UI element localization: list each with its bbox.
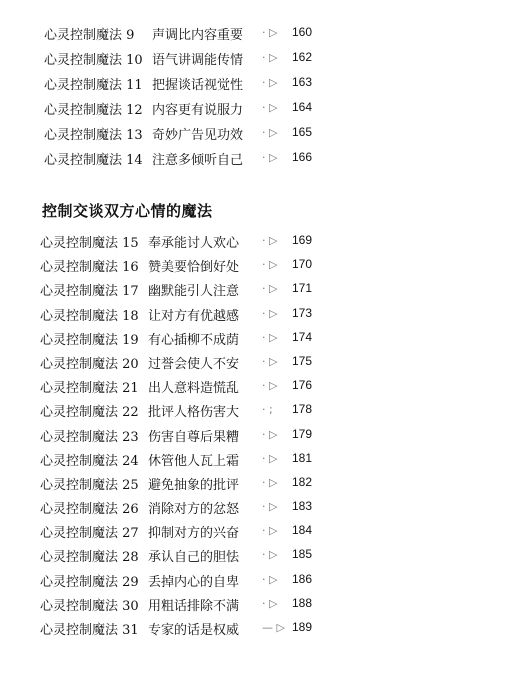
entry-title: 伤害自尊后果糟	[148, 429, 240, 445]
entry-leader: · ▷	[262, 596, 278, 610]
entry-leader: · ▷	[262, 51, 278, 64]
entry-page-number: 178	[292, 402, 313, 417]
entry-method-label: 心灵控制魔法 13	[44, 128, 143, 143]
entry-method-label: 心灵控制魔法 19	[40, 332, 139, 348]
entry-leader: · ▷	[262, 548, 278, 562]
entry-method-label: 心灵控制魔法 10	[44, 53, 143, 68]
entry-leader: · ▷	[262, 282, 278, 296]
toc-entry	[0, 120, 505, 145]
entry-title: 注意多倾听自己	[152, 153, 244, 168]
entry-page-number: 189	[292, 620, 313, 634]
entry-page-number: 170	[292, 257, 313, 272]
toc-entry	[0, 95, 505, 120]
entry-page-number: 169	[292, 233, 313, 247]
toc-entry	[0, 542, 505, 566]
entry-page-number: 185	[292, 547, 313, 562]
toc-entry	[0, 422, 505, 446]
entry-title: 避免抽象的批评	[148, 477, 240, 493]
toc-entry	[0, 325, 505, 349]
entry-method-label: 心灵控制魔法 14	[44, 153, 143, 168]
section-heading: 控制交谈双方心情的魔法	[42, 202, 213, 220]
entry-title: 让对方有优越感	[148, 308, 240, 324]
toc-entry	[0, 518, 505, 542]
toc-entry	[0, 446, 505, 470]
entry-page-number: 179	[292, 426, 313, 441]
toc-entry	[0, 228, 505, 252]
entry-method-label: 心灵控制魔法 29	[40, 574, 139, 590]
entry-method-label: 心灵控制魔法 24	[40, 453, 139, 469]
entry-title: 赞美要恰倒好处	[148, 260, 240, 276]
toc-entry	[0, 70, 505, 95]
entry-method-label: 心灵控制魔法 20	[40, 356, 139, 372]
toc-entry	[0, 615, 505, 639]
entry-leader: · ▷	[262, 258, 278, 272]
entry-page-number: 160	[292, 25, 313, 39]
entry-method-label: 心灵控制魔法 12	[44, 103, 143, 118]
entry-title: 有心插柳不成荫	[148, 332, 240, 348]
toc-entry	[0, 373, 505, 397]
entry-title: 休管他人瓦上霜	[148, 453, 240, 469]
entry-page-number: 166	[292, 150, 313, 164]
toc-entry	[0, 397, 505, 421]
entry-leader: · ▷	[262, 234, 278, 247]
entry-title: 过誉会使人不安	[148, 356, 240, 372]
entry-title: 把握谈话视觉性	[152, 78, 244, 93]
entry-page-number: 183	[292, 499, 313, 514]
entry-leader: · ▷	[262, 475, 278, 489]
entry-leader: · ▷	[262, 451, 278, 465]
toc-entry	[0, 301, 505, 325]
entry-leader: · ▷	[262, 354, 278, 368]
entry-method-label: 心灵控制魔法 16	[40, 260, 139, 276]
toc-entry	[0, 252, 505, 276]
entry-method-label: 心灵控制魔法 21	[40, 381, 139, 397]
entry-page-number: 162	[292, 50, 313, 64]
entry-page-number: 186	[292, 571, 313, 586]
entry-title: 承认自己的胆怯	[148, 550, 240, 566]
entry-title: 幽默能引人注意	[148, 284, 240, 300]
entry-method-label: 心灵控制魔法 25	[40, 477, 139, 493]
entry-page-number: 182	[292, 474, 313, 489]
entry-leader: · ▷	[262, 101, 278, 114]
entry-page-number: 175	[292, 353, 313, 368]
entry-method-label: 心灵控制魔法 22	[40, 405, 139, 421]
entry-method-label: 心灵控制魔法 31	[40, 623, 139, 638]
toc-entry	[0, 567, 505, 591]
entry-title: 抑制对方的兴奋	[148, 526, 240, 542]
toc-entry	[0, 145, 505, 170]
entry-title: 专家的话是权威	[148, 623, 240, 638]
entry-leader: · ▷	[262, 126, 278, 139]
entry-method-label: 心灵控制魔法 11	[44, 78, 143, 93]
entry-title: 声调比内容重要	[152, 28, 244, 43]
entry-leader: · ▷	[262, 306, 278, 320]
entry-leader: · ▷	[262, 500, 278, 514]
toc-section-2	[0, 228, 505, 639]
entry-title: 内容更有说服力	[152, 103, 244, 118]
entry-leader: · ▷	[262, 26, 278, 39]
entry-page-number: 165	[292, 125, 313, 139]
toc-entry	[0, 276, 505, 300]
toc-entry	[0, 470, 505, 494]
entry-title: 用粗话排除不满	[148, 598, 240, 614]
entry-method-label: 心灵控制魔法 28	[40, 550, 139, 566]
entry-page-number: 174	[292, 329, 313, 344]
toc-entry	[0, 591, 505, 615]
entry-method-label: 心灵控制魔法 17	[40, 284, 139, 300]
entry-title: 消除对方的忿怒	[148, 502, 240, 518]
entry-method-label: 心灵控制魔法 23	[40, 429, 139, 445]
toc-section-1	[0, 20, 505, 170]
entry-leader: · ;	[262, 403, 273, 417]
entry-leader: · ▷	[262, 427, 278, 441]
entry-leader: — ▷	[262, 621, 285, 634]
toc-entry	[0, 349, 505, 373]
entry-page-number: 181	[292, 450, 313, 465]
entry-page-number: 184	[292, 523, 313, 538]
entry-title: 批评人格伤害大	[148, 405, 240, 421]
toc-entry	[0, 45, 505, 70]
entry-leader: · ▷	[262, 151, 278, 164]
entry-method-label: 心灵控制魔法 30	[40, 598, 139, 614]
entry-title: 奉承能讨人欢心	[148, 236, 240, 251]
entry-method-label: 心灵控制魔法 26	[40, 502, 139, 518]
entry-title: 出人意料造慌乱	[148, 381, 240, 397]
entry-page-number: 176	[292, 378, 313, 393]
toc-entry	[0, 494, 505, 518]
entry-title: 语气讲调能传情	[152, 53, 244, 68]
toc-entry	[0, 20, 505, 45]
entry-page-number: 171	[292, 281, 313, 296]
entry-method-label: 心灵控制魔法 15	[40, 236, 139, 251]
entry-leader: · ▷	[262, 76, 278, 89]
entry-method-label: 心灵控制魔法 9	[44, 28, 135, 43]
entry-page-number: 164	[292, 100, 313, 114]
entry-title: 奇妙广告见功效	[152, 128, 244, 143]
entry-leader: · ▷	[262, 524, 278, 538]
entry-method-label: 心灵控制魔法 18	[40, 308, 139, 324]
entry-page-number: 188	[292, 595, 313, 610]
entry-leader: · ▷	[262, 572, 278, 586]
entry-method-label: 心灵控制魔法 27	[40, 526, 139, 542]
entry-title: 丢掉内心的自卑	[148, 574, 240, 590]
entry-page-number: 173	[292, 305, 313, 320]
entry-leader: · ▷	[262, 379, 278, 393]
entry-page-number: 163	[292, 75, 313, 89]
entry-leader: · ▷	[262, 330, 278, 344]
